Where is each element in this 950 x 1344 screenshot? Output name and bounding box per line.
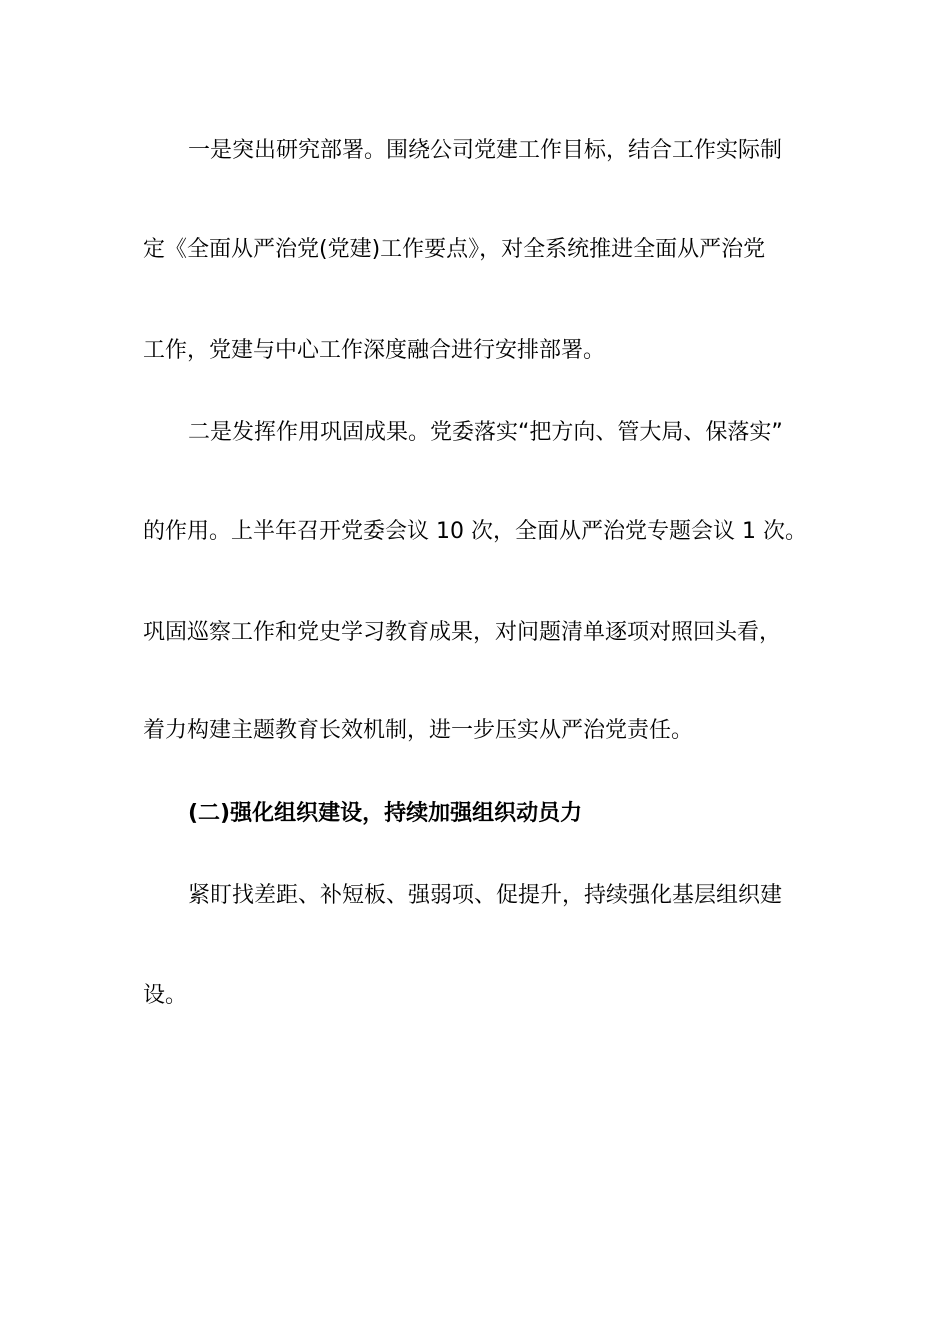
paragraph-1-line-1: 一是突出研究部署。围绕公司党建工作目标，结合工作实际制	[188, 138, 783, 163]
paragraph-3-line-2: 设。	[143, 983, 188, 1008]
paragraph-1-line-3: 工作，党建与中心工作深度融合进行安排部署。	[143, 338, 606, 363]
paragraph-2-line-3: 巩固巡察工作和党史学习教育成果，对问题清单逐项对照回头看，	[143, 620, 782, 645]
paragraph-3-line-1: 紧盯找差距、补短板、强弱项、促提升，持续强化基层组织建	[188, 883, 783, 908]
section-heading: (二)强化组织建设，持续加强组织动员力	[188, 801, 583, 826]
paragraph-2-line-1: 二是发挥作用巩固成果。党委落实“把方向、管大局、保落实”	[188, 420, 783, 445]
paragraph-2-line-4: 着力构建主题教育长效机制，进一步压实从严治党责任。	[143, 718, 694, 743]
paragraph-1-line-2: 定《全面从严治党(党建)工作要点》，对全系统推进全面从严治党	[143, 237, 766, 262]
paragraph-2-line-2: 的作用。上半年召开党委会议 10 次，全面从严治党专题会议 1 次。	[143, 519, 807, 544]
